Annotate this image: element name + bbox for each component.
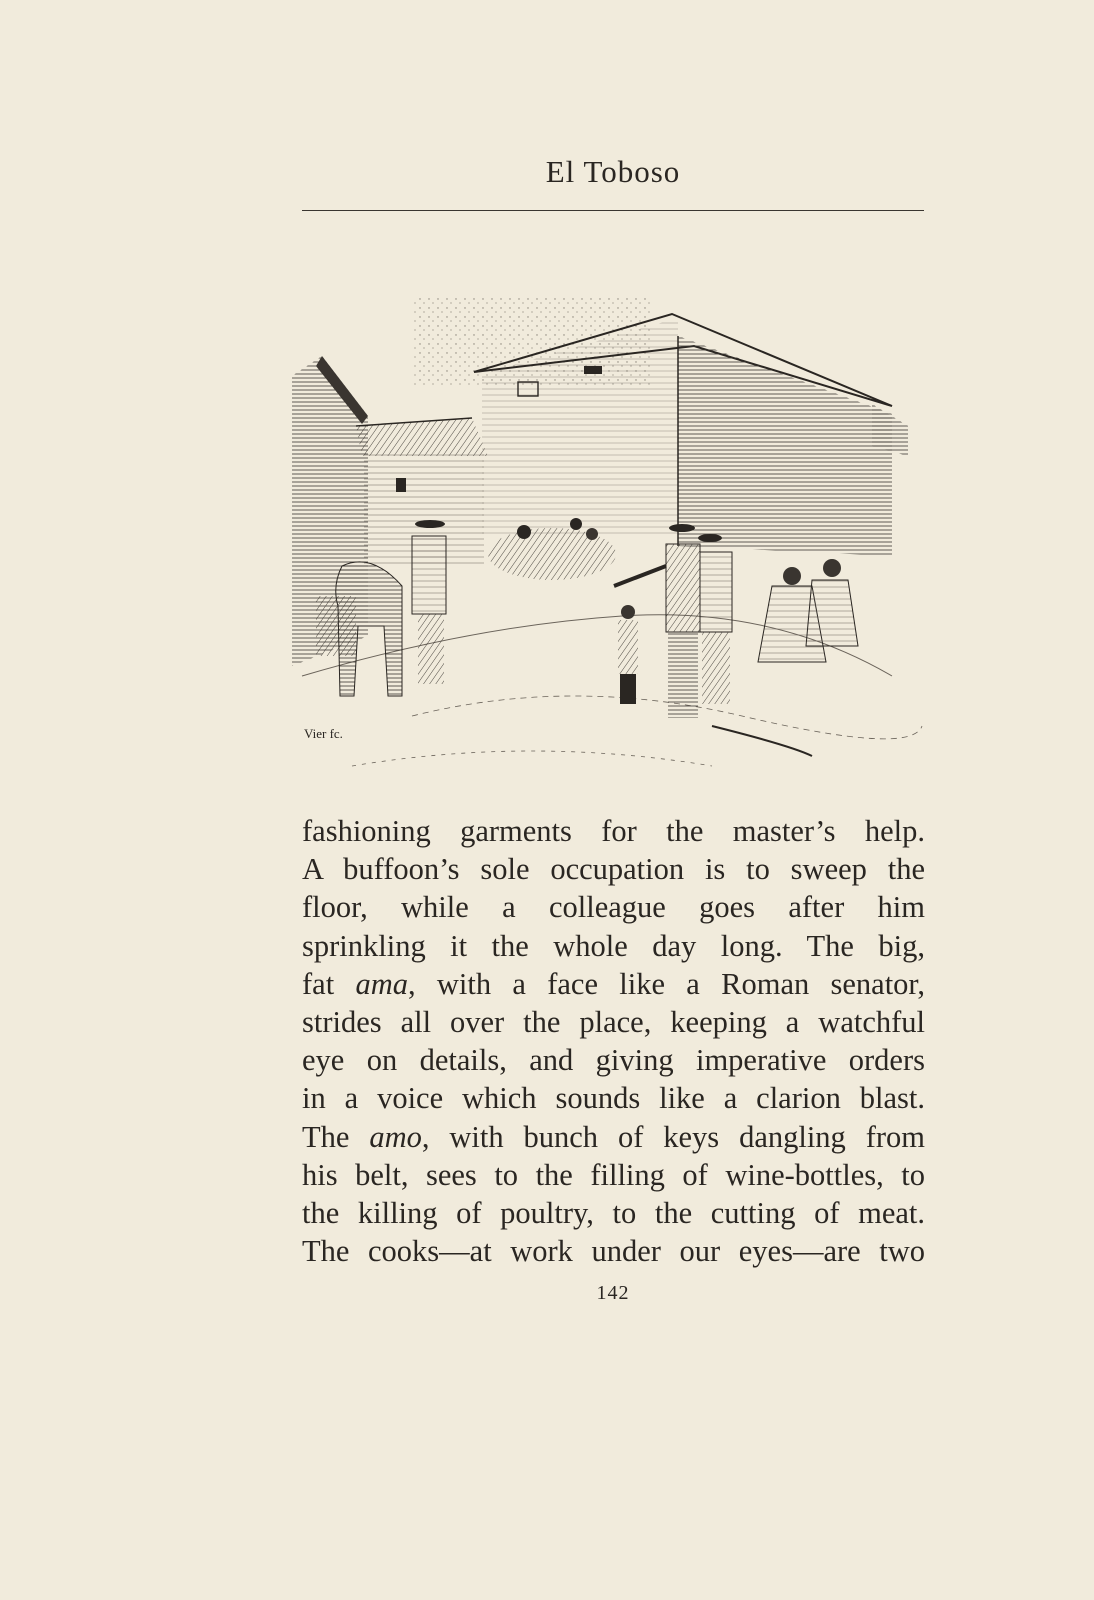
text-run: in a voice which sounds like a clarion blast. bbox=[302, 1081, 925, 1116]
street-scene-illustration bbox=[292, 296, 926, 782]
italic-term: ama bbox=[355, 966, 408, 1001]
text-run: , with a face like a Roman senator, bbox=[407, 966, 925, 1001]
text-line bbox=[302, 1079, 925, 1117]
text-line bbox=[302, 1041, 925, 1079]
text-run: the killing of poultry, to the cutting of meat. bbox=[302, 1196, 925, 1231]
man-left bbox=[412, 520, 446, 684]
text-run: floor, while a colleague goes after him bbox=[302, 890, 925, 925]
text-run: fat bbox=[302, 966, 356, 1001]
text-run: eye on details, and giving imperative orders bbox=[302, 1043, 925, 1078]
text-line bbox=[302, 850, 925, 888]
running-head: El Toboso bbox=[545, 154, 681, 189]
text-run: , with bunch of keys dangling from bbox=[421, 1119, 925, 1154]
text-run: fashioning garments for the master’s help. bbox=[302, 814, 925, 848]
man-right bbox=[698, 534, 732, 704]
text-line bbox=[302, 812, 925, 850]
body-paragraph bbox=[302, 812, 925, 1270]
child bbox=[618, 605, 638, 704]
text-line bbox=[302, 888, 925, 926]
text-run: strides all over the place, keeping a watchful bbox=[302, 1005, 925, 1040]
women-group bbox=[758, 559, 858, 662]
svg-text:Vier fc.: Vier fc. bbox=[304, 726, 343, 741]
text-run: The cooks—at work under our eyes—are two bbox=[302, 1234, 925, 1269]
tiled-roof bbox=[356, 418, 488, 456]
page-number: 142 bbox=[596, 1282, 630, 1304]
illustration-signature bbox=[304, 726, 343, 741]
text-line bbox=[302, 1118, 925, 1156]
italic-term: amo bbox=[369, 1119, 422, 1154]
text-line bbox=[302, 1194, 925, 1232]
text-run: A buffoon’s sole occupation is to sweep the bbox=[302, 852, 925, 887]
text-line bbox=[302, 1003, 925, 1041]
text-run: his belt, sees to the filling of wine-bottles, to bbox=[302, 1157, 925, 1192]
text-line bbox=[302, 1156, 925, 1194]
text-line bbox=[302, 927, 925, 965]
text-run: sprinkling it the whole day long. The big, bbox=[302, 928, 925, 963]
header-rule bbox=[302, 210, 924, 211]
text-line bbox=[302, 1232, 925, 1270]
text-run: The bbox=[302, 1119, 370, 1154]
text-line bbox=[302, 965, 925, 1003]
